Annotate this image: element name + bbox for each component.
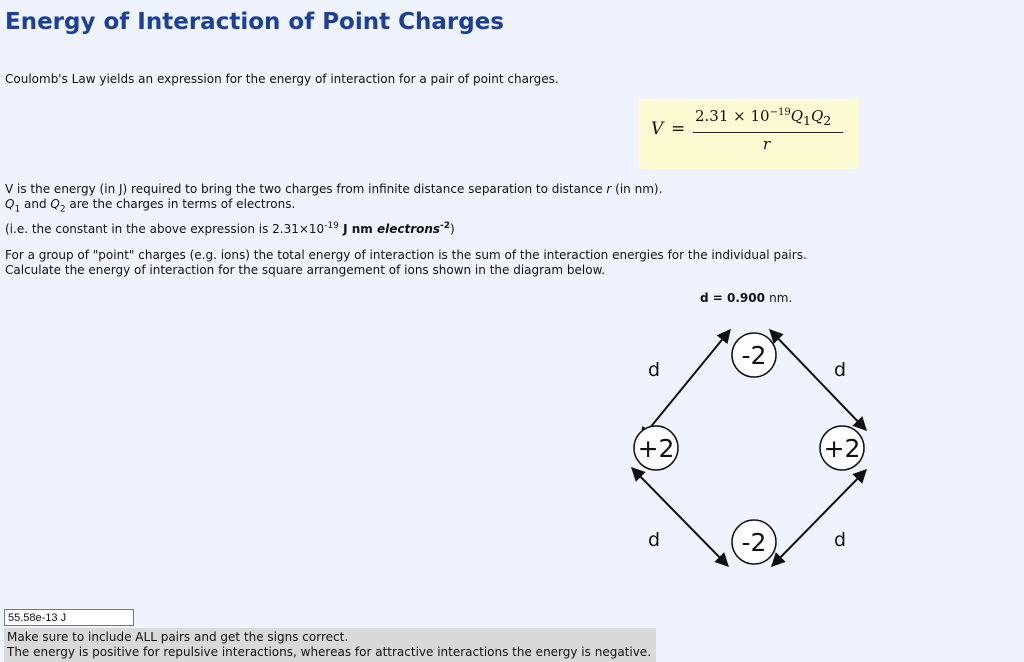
definition-line-1: V is the energy (in J) required to bring the two charges from infinite distance separation to distance r (in nm). <box>5 182 663 196</box>
formula-equals: = <box>671 119 686 139</box>
answer-input[interactable]: 55.58e-13 J <box>4 609 134 626</box>
fraction-bar <box>693 132 843 133</box>
arrow-bottom-right <box>772 470 866 566</box>
distance-label: d = 0.900 nm. <box>700 291 793 305</box>
side-label-bottom-left: d <box>647 529 661 551</box>
side-label-bottom-right: d <box>833 529 847 551</box>
coulomb-formula <box>639 99 859 169</box>
page-title: Energy of Interaction of Point Charges <box>5 9 504 35</box>
definition-line-2: $Q_1$ and $Q_2$ are the charges in terms of electrons. <box>5 197 296 215</box>
charge-right-label: +2 <box>823 434 861 463</box>
charge-left-label: +2 <box>637 434 675 463</box>
arrow-bottom-left <box>632 468 728 566</box>
formula-denominator: r <box>763 135 771 153</box>
group-text-line-2: Calculate the energy of interaction for the square arrangement of ions shown in the diagram below. <box>5 263 606 277</box>
hint-line-1: Make sure to include ALL pairs and get the signs correct. <box>7 630 349 644</box>
formula-numerator: $2.31 \times 10^{-19}Q_1Q_2$ <box>695 107 832 128</box>
arrow-top-right <box>770 330 866 430</box>
group-text-line-1: For a group of "point" charges (e.g. ions) the total energy of interaction is the sum of the interaction energies for the individual pairs. <box>5 248 807 262</box>
feedback-hint <box>4 628 656 662</box>
hint-line-2: The energy is positive for repulsive interactions, whereas for attractive interactions the energy is negative. <box>7 645 652 659</box>
side-label-top-left: d <box>647 359 661 381</box>
definition-line-3: (i.e. the constant in the above expression is $2.31\times 10^{-19}$ J nm electrons$^{-2}$) <box>5 221 455 236</box>
arrow-top-left <box>640 330 730 440</box>
formula-lhs: V <box>651 119 664 139</box>
side-label-top-right: d <box>833 359 847 381</box>
intro-text: Coulomb's Law yields an expression for the energy of interaction for a pair of point charges. <box>5 72 559 86</box>
square-charges-diagram <box>620 310 880 590</box>
charge-top-label: -2 <box>741 341 767 370</box>
charge-bottom-label: -2 <box>741 528 767 557</box>
